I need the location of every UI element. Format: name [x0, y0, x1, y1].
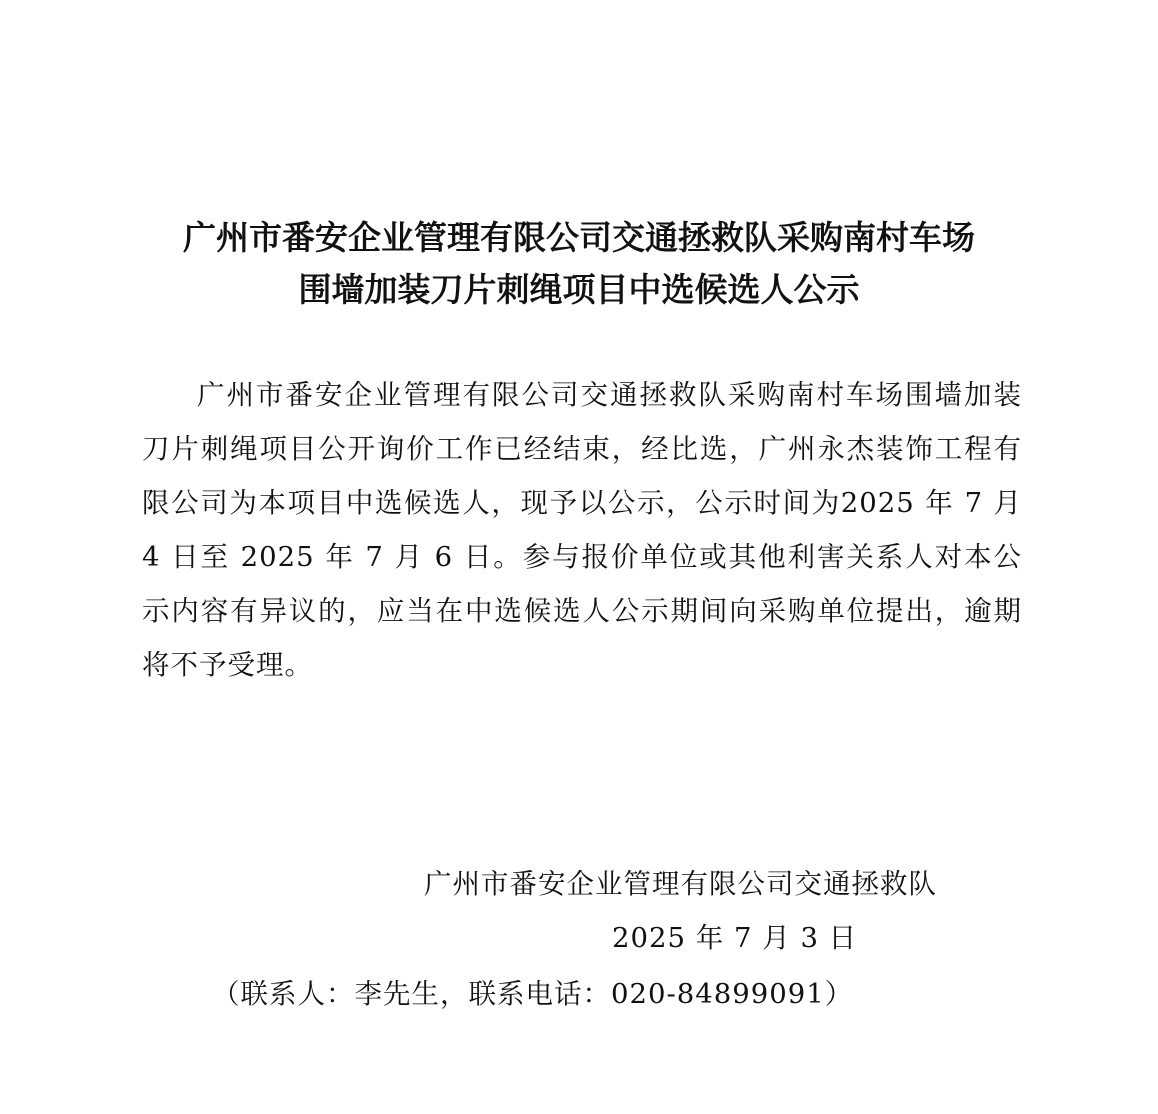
announcement-body: 广州市番安企业管理有限公司交通拯救队采购南村车场围墙加装刀片刺绳项目公开询价工作已经结束，经比选，广州永杰装饰工程有限公司为本项目中选候选人，现予以公示，公示时间为2025 年 7 月 4 日至 2025 年 7 月 6 日。参与报价单位或其他利害关系人对本公示内容有异议的，应当在中选候选人公示期间向采购单位提出，逾期将不予受理。	[142, 379, 1022, 681]
contact-info: （联系人：李先生，联系电话：020-84899091）	[212, 978, 854, 1010]
issue-date: 2025 年 7 月 3 日	[612, 922, 858, 954]
document-title-line-1: 广州市番安企业管理有限公司交通拯救队采购南村车场	[183, 218, 975, 257]
document-title-line-2: 围墙加装刀片刺绳项目中选候选人公示	[298, 270, 860, 309]
issuer-organization: 广州市番安企业管理有限公司交通拯救队	[424, 868, 937, 900]
